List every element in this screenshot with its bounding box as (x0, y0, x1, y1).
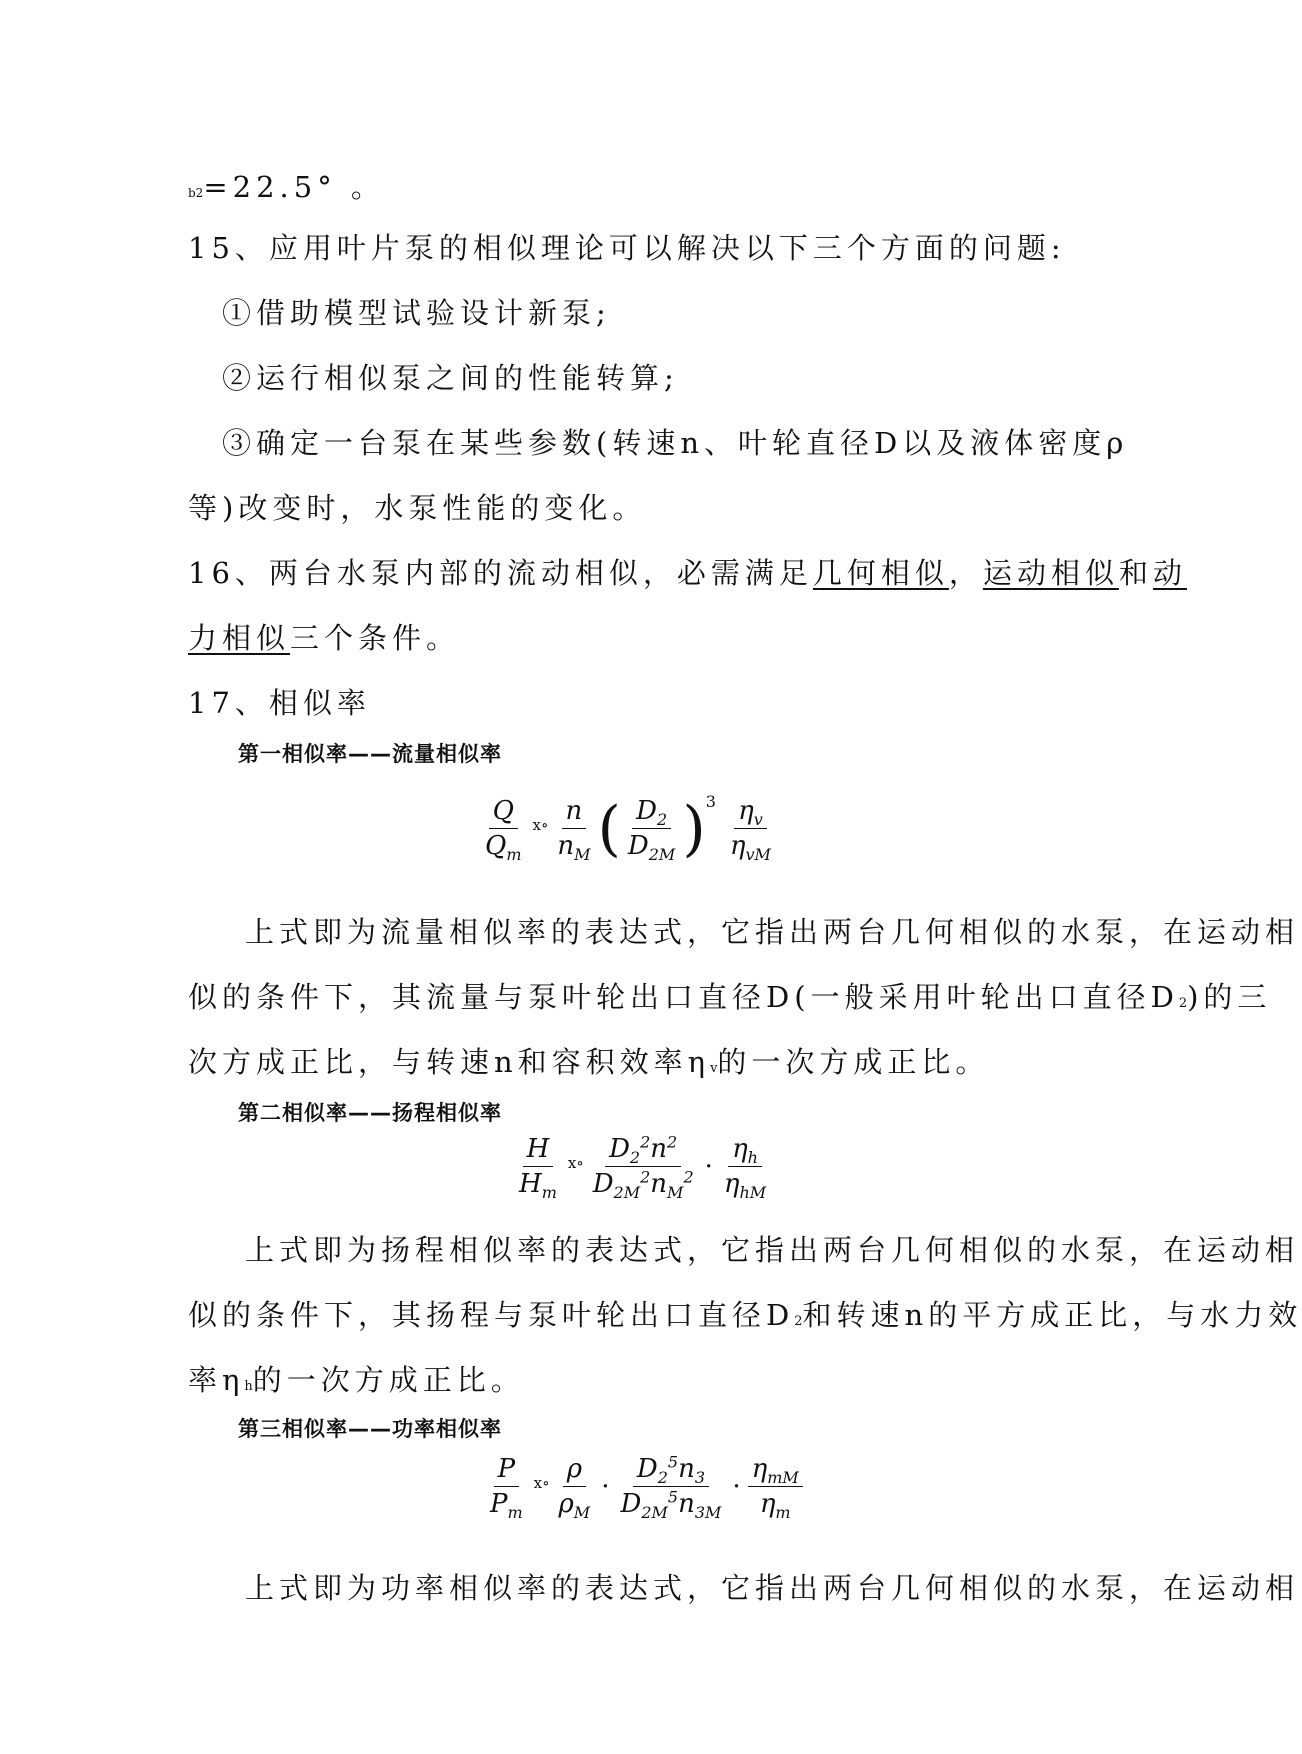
item-17-heading: 17、相似率 (188, 686, 371, 720)
head-similarity-formula: $\frac{H}{H_m}$ ⅹ∘ $\frac{D_2^2n^2}{D_{2M}^2n_M^2}$ · $\frac{\eta_h}{\eta_{hM}}$ (512, 1134, 773, 1199)
second-similarity-law-heading: 第二相似率——扬程相似率 (238, 1101, 502, 1125)
item-15-point-2: ②运行相似泵之间的性能转算; (222, 361, 679, 395)
flow-ratio-fraction: $\frac{Q}{Q_m}$ (485, 796, 522, 865)
item-16-intro: 16、两台水泵内部的流动相似，必需满足 (188, 556, 813, 590)
item-15-point-1: ①借助模型试验设计新泵; (222, 296, 611, 330)
item-16-line-1 (188, 556, 1187, 591)
first-similarity-law-heading: 第一相似率——流量相似率 (238, 742, 502, 766)
geometric-similarity-term: 几何相似 (812, 556, 949, 590)
item-16-line-2 (188, 621, 460, 656)
angle-value-line (188, 170, 385, 205)
power-similarity-formula: $\frac{P}{P_m}$ ⅹ∘ $\frac{\rho}{\rho_M}$ · $\frac{D_2^5n_3}{D_{2M}^5n_{3M}}$ · $\frac{\eta_{mM}}{\eta_m}$ (483, 1454, 806, 1519)
law-2-explanation-line-2: 似的条件下，其扬程与泵叶轮出口直径D2和转速n的平方成正比，与水力效 (188, 1298, 1302, 1332)
speed-ratio-fraction: $\frac{n}{n_M}$ (557, 796, 591, 865)
kinematic-similarity-term: 运动相似 (982, 556, 1119, 590)
diameter-ratio-fraction: $\frac{D_2}{D_{2M}}$ (627, 796, 676, 865)
item-16-conclusion: 三个条件。 (290, 621, 461, 655)
law-1-explanation-line-2: 似的条件下，其流量与泵叶轮出口直径D(一般采用叶轮出口直径D2)的三 (188, 980, 1272, 1014)
head-ratio-fraction: $\frac{H}{H_m}$ (519, 1134, 557, 1203)
item-16-separator: ， (948, 556, 983, 590)
third-similarity-law-heading: 第三相似率——功率相似率 (238, 1417, 502, 1441)
dynamic-similarity-term-end: 力相似 (188, 621, 291, 655)
item-15-point-3: ③确定一台泵在某些参数(转速n、叶轮直径D以及液体密度ρ (222, 426, 1129, 460)
power-ratio-fraction: $\frac{P}{P_m}$ (490, 1454, 523, 1523)
item-16-and: 和 (1118, 556, 1153, 590)
flow-similarity-formula: $\frac{Q}{Q_m}$ ⅹ∘ $\frac{n}{n_M}$ ( $\frac{D_2}{D_{2M}}$ ) 3 $\frac{\eta_v}{\eta_{vM}}$ (478, 796, 778, 861)
law-3-explanation-line-1: 上式即为功率相似率的表达式，它指出两台几何相似的水泵，在运动相 (245, 1571, 1300, 1605)
approx-symbol: ⅹ∘ (532, 815, 549, 834)
angle-subscript: b2 (188, 186, 204, 200)
hydraulic-efficiency-fraction: $\frac{\eta_h}{\eta_{hM}}$ (723, 1134, 767, 1203)
diameter-speed-squared-fraction: $\frac{D_2^2n^2}{D_{2M}^2n_M^2}$ (592, 1132, 694, 1203)
dynamic-similarity-term-start: 动 (1152, 556, 1187, 590)
item-15-point-3-cont: 等)改变时，水泵性能的变化。 (188, 491, 647, 525)
density-ratio-fraction: $\frac{\rho}{\rho_M}$ (558, 1454, 591, 1523)
mechanical-efficiency-fraction: $\frac{\eta_{mM}}{\eta_m}$ (748, 1454, 803, 1519)
law-2-explanation-line-3: 率ηh的一次方成正比。 (188, 1363, 525, 1397)
volumetric-efficiency-fraction: $\frac{\eta_v}{\eta_{vM}}$ (729, 796, 771, 865)
law-1-explanation-line-3: 次方成正比，与转速n和容积效率ηv的一次方成正比。 (188, 1045, 990, 1079)
diameter-speed-power-fraction: $\frac{D_2^5n_3}{D_{2M}^5n_{3M}}$ (620, 1452, 722, 1523)
item-15-heading: 15、应用叶片泵的相似理论可以解决以下三个方面的问题: (188, 231, 1066, 265)
angle-value: =22.5° 。 (203, 170, 385, 204)
law-2-explanation-line-1: 上式即为扬程相似率的表达式，它指出两台几何相似的水泵，在运动相 (245, 1233, 1300, 1267)
law-1-explanation-line-1: 上式即为流量相似率的表达式，它指出两台几何相似的水泵，在运动相 (245, 915, 1300, 949)
